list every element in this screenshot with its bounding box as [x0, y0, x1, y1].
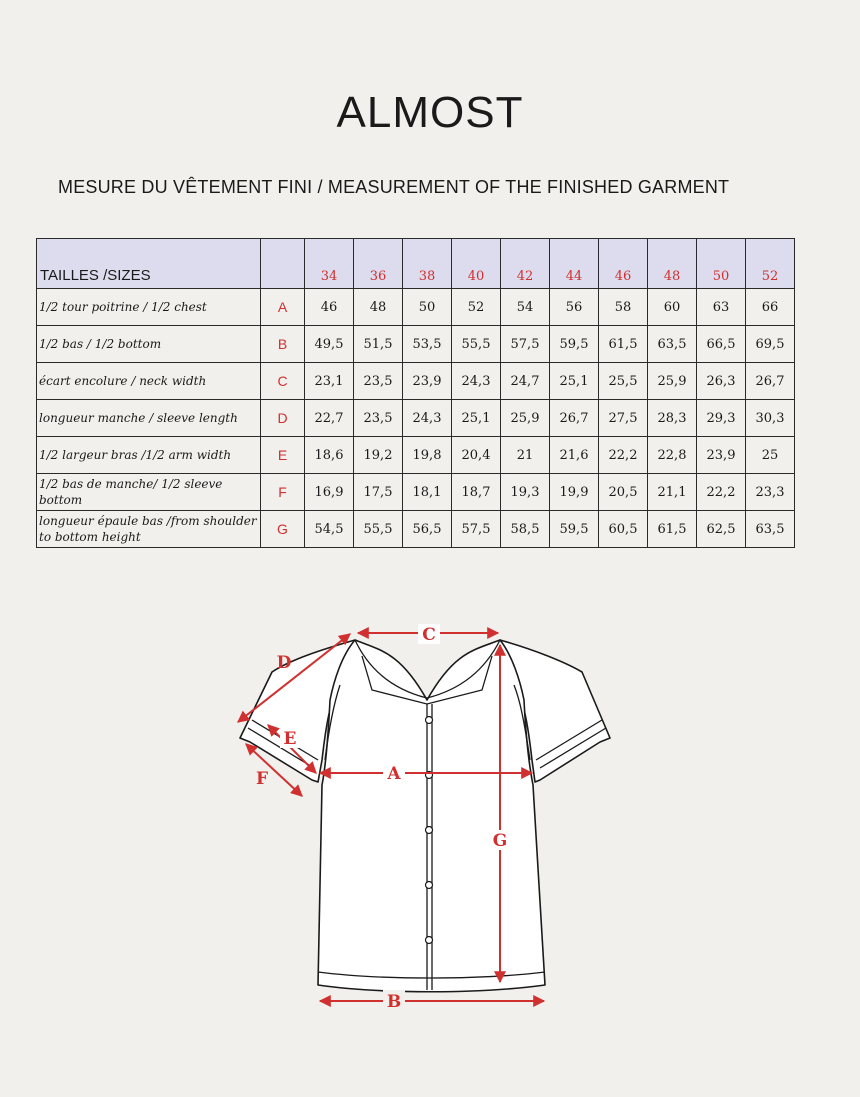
- label-g: G: [492, 831, 508, 851]
- measurement-letter: A: [261, 289, 305, 326]
- label-f: F: [255, 769, 269, 789]
- measurement-value: 59,5: [550, 326, 599, 363]
- measurement-value: 23,9: [403, 363, 452, 400]
- measurement-letter: G: [261, 511, 305, 548]
- table-row: [37, 400, 795, 437]
- size-header: 44: [550, 239, 599, 289]
- measurement-value: 66,5: [697, 326, 746, 363]
- page-title: ALMOST: [336, 88, 524, 137]
- measurement-value: 21,1: [648, 474, 697, 511]
- measurement-letter: C: [261, 363, 305, 400]
- size-header: 34: [305, 239, 354, 289]
- measurement-value: 23,1: [305, 363, 354, 400]
- size-header: 50: [697, 239, 746, 289]
- measurement-value: 23,5: [354, 400, 403, 437]
- measurement-value: 28,3: [648, 400, 697, 437]
- measurement-value: 55,5: [452, 326, 501, 363]
- measurement-value: 27,5: [599, 400, 648, 437]
- measurement-value: 19,2: [354, 437, 403, 474]
- measurement-letter: B: [261, 326, 305, 363]
- measurement-value: 60,5: [599, 511, 648, 548]
- measurement-value: 49,5: [305, 326, 354, 363]
- measurement-value: 25,1: [550, 363, 599, 400]
- measurement-letter: E: [261, 437, 305, 474]
- measurement-value: 22,2: [697, 474, 746, 511]
- measurement-value: 58: [599, 289, 648, 326]
- table-row: [37, 289, 795, 326]
- measurement-value: 63: [697, 289, 746, 326]
- size-header: 40: [452, 239, 501, 289]
- measurement-value: 61,5: [648, 511, 697, 548]
- measurement-value: 25,5: [599, 363, 648, 400]
- measurement-label: 1/2 tour poitrine / 1/2 chest: [37, 289, 261, 326]
- measurement-value: 23,9: [697, 437, 746, 474]
- measurement-value: 25,9: [648, 363, 697, 400]
- measurement-label: 1/2 largeur bras /1/2 arm width: [37, 437, 261, 474]
- measurement-value: 57,5: [501, 326, 550, 363]
- measurement-value: 17,5: [354, 474, 403, 511]
- measurement-value: 55,5: [354, 511, 403, 548]
- measurement-value: 25,9: [501, 400, 550, 437]
- measurement-value: 50: [403, 289, 452, 326]
- measurement-letter: F: [261, 474, 305, 511]
- measurement-value: 26,7: [550, 400, 599, 437]
- measurement-label: 1/2 bas / 1/2 bottom: [37, 326, 261, 363]
- measurement-value: 25,1: [452, 400, 501, 437]
- measurement-value: 66: [746, 289, 795, 326]
- garment-diagram: [0, 590, 860, 1030]
- measurement-value: 21: [501, 437, 550, 474]
- size-header: 48: [648, 239, 697, 289]
- size-header: 38: [403, 239, 452, 289]
- label-c: C: [422, 625, 436, 645]
- measurement-value: 24,7: [501, 363, 550, 400]
- table-row: [37, 474, 795, 511]
- label-e: E: [283, 729, 297, 749]
- measurement-value: 51,5: [354, 326, 403, 363]
- label-d: D: [276, 653, 292, 673]
- measurement-value: 19,8: [403, 437, 452, 474]
- measurement-value: 58,5: [501, 511, 550, 548]
- measurement-value: 23,3: [746, 474, 795, 511]
- measurement-value: 54: [501, 289, 550, 326]
- table-row: [37, 363, 795, 400]
- table-header-row: [37, 239, 795, 289]
- header-letter-cell: [261, 239, 305, 289]
- measurement-value: 69,5: [746, 326, 795, 363]
- measurement-value: 26,3: [697, 363, 746, 400]
- measurement-value: 22,2: [599, 437, 648, 474]
- size-header: 42: [501, 239, 550, 289]
- measurement-value: 63,5: [746, 511, 795, 548]
- measurement-value: 53,5: [403, 326, 452, 363]
- measurement-label: longueur épaule bas /from shoulder to bottom height: [37, 511, 261, 548]
- measurement-value: 61,5: [599, 326, 648, 363]
- size-header: 52: [746, 239, 795, 289]
- measurement-label: écart encolure / neck width: [37, 363, 261, 400]
- measurement-value: 59,5: [550, 511, 599, 548]
- measurement-value: 48: [354, 289, 403, 326]
- measurement-value: 22,8: [648, 437, 697, 474]
- measurement-value: 26,7: [746, 363, 795, 400]
- measurement-value: 54,5: [305, 511, 354, 548]
- size-header: 36: [354, 239, 403, 289]
- measurement-value: 18,1: [403, 474, 452, 511]
- measurement-value: 19,9: [550, 474, 599, 511]
- measurement-value: 19,3: [501, 474, 550, 511]
- sizes-label: TAILLES /SIZES: [37, 239, 261, 289]
- measurement-value: 60: [648, 289, 697, 326]
- measurement-value: 20,4: [452, 437, 501, 474]
- measurement-value: 21,6: [550, 437, 599, 474]
- table-row: [37, 437, 795, 474]
- measurement-value: 29,3: [697, 400, 746, 437]
- measurement-value: 22,7: [305, 400, 354, 437]
- measurement-label: 1/2 bas de manche/ 1/2 sleeve bottom: [37, 474, 261, 511]
- measurement-value: 57,5: [452, 511, 501, 548]
- measurement-value: 23,5: [354, 363, 403, 400]
- measurement-value: 63,5: [648, 326, 697, 363]
- measurement-value: 24,3: [403, 400, 452, 437]
- measurement-value: 30,3: [746, 400, 795, 437]
- label-b: B: [386, 992, 402, 1012]
- measurement-value: 20,5: [599, 474, 648, 511]
- measurement-value: 52: [452, 289, 501, 326]
- measurement-value: 46: [305, 289, 354, 326]
- measurement-letter: D: [261, 400, 305, 437]
- measurement-value: 56: [550, 289, 599, 326]
- table-row: [37, 326, 795, 363]
- shirt-outline: [240, 640, 610, 992]
- size-chart-table: [36, 238, 795, 548]
- page-subtitle: MESURE DU VÊTEMENT FINI / MEASUREMENT OF THE FINISHED GARMENT: [58, 177, 730, 197]
- measurement-value: 25: [746, 437, 795, 474]
- size-header: 46: [599, 239, 648, 289]
- measurement-value: 18,6: [305, 437, 354, 474]
- measurement-value: 24,3: [452, 363, 501, 400]
- measurement-value: 16,9: [305, 474, 354, 511]
- measurement-value: 62,5: [697, 511, 746, 548]
- measurement-label: longueur manche / sleeve length: [37, 400, 261, 437]
- measurement-value: 56,5: [403, 511, 452, 548]
- measurement-value: 18,7: [452, 474, 501, 511]
- table-row: [37, 511, 795, 548]
- label-a: A: [387, 764, 401, 784]
